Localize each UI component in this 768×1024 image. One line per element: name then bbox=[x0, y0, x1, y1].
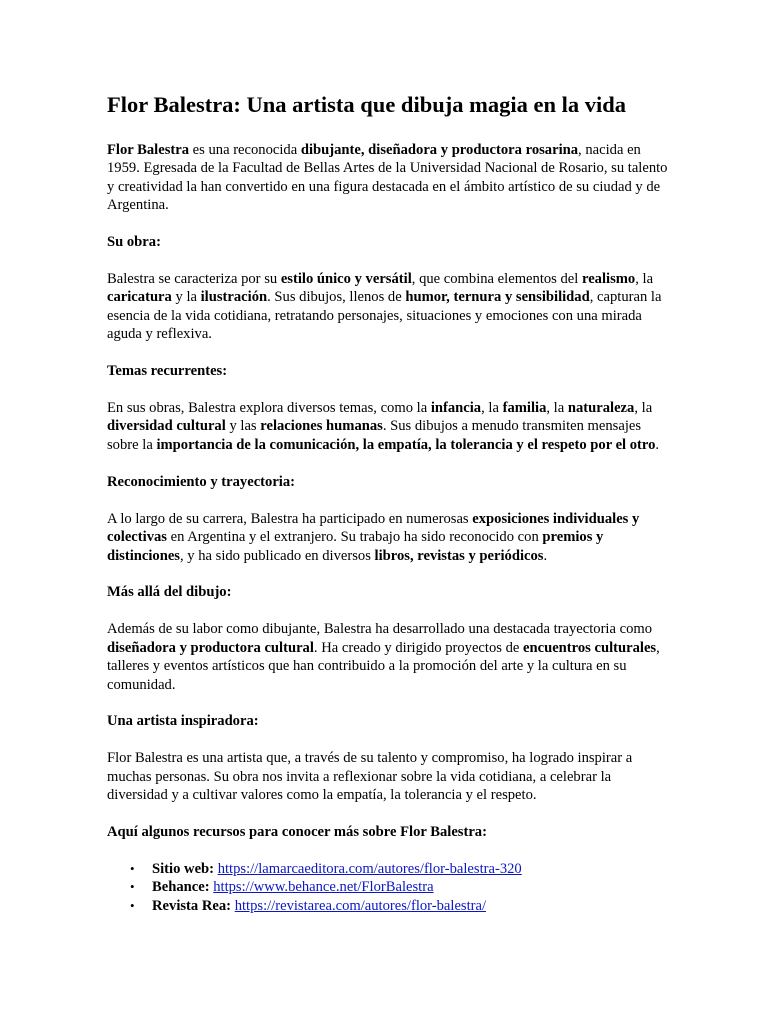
resource-link-behance[interactable]: https://www.behance.net/FlorBalestra bbox=[213, 879, 434, 896]
bullet-icon: • bbox=[130, 860, 135, 876]
obra-paragraph: Balestra se caracteriza por su estilo único y versátil, que combina elementos del realismo, la caricatura y la ilustración. Sus dibujos, llenos de humor, ternura y sensibilidad, capturan la esencia de la vida cotidiana, retratando personajes, situaciones y emociones con una mirada aguda y reflexiva. bbox=[107, 271, 662, 343]
inspiradora-paragraph: Flor Balestra es una artista que, a través de su talento y compromiso, ha logrado inspirar a muchas personas. Su obra nos invita a reflexionar sobre la vida cotidiana, a celebrar la diversidad y a cultivar valores como la empatía, la tolerancia y el respeto. bbox=[107, 750, 633, 804]
mas-alla-paragraph: Además de su labor como dibujante, Balestra ha desarrollado una destacada trayectoria como diseñadora y productora cultural. Ha creado y dirigido proyectos de encuentros culturales, talleres y eventos artísticos que han contribuido a la promoción del arte y la cultura en su comunidad. bbox=[107, 621, 660, 693]
list-item bbox=[130, 860, 668, 878]
reconocimiento-paragraph: A lo largo de su carrera, Balestra ha participado en numerosas exposiciones individuales y colectivas en Argentina y el extranjero. Su trabajo ha sido reconocido con premios y distinciones, y ha sido publicado en diversos libros, revistas y periódicos. bbox=[107, 510, 640, 564]
page-title: Flor Balestra: Una artista que dibuja magia en la vida bbox=[107, 92, 626, 117]
resource-label: Revista Rea: bbox=[152, 897, 232, 914]
intro-paragraph: Flor Balestra es una reconocida dibujante, diseñadora y productora rosarina, nacida en 1959. Egresada de la Facultad de Bellas Artes de la Universidad Nacional de Rosario, su talento y creatividad la han convertido en una figura destacada en el ámbito artístico de su ciudad y de Argentina. bbox=[107, 142, 668, 214]
resource-label: Behance: bbox=[152, 879, 210, 896]
list-item bbox=[130, 897, 668, 915]
resources-list bbox=[107, 860, 668, 915]
section-heading-recursos: Aquí algunos recursos para conocer más sobre Flor Balestra: bbox=[107, 824, 487, 841]
resource-label: Sitio web: bbox=[152, 860, 215, 877]
bullet-icon: • bbox=[130, 879, 135, 895]
list-item bbox=[130, 878, 668, 896]
bullet-icon: • bbox=[130, 897, 135, 913]
resource-link-revista-rea[interactable]: https://revistarea.com/autores/flor-balestra/ bbox=[234, 897, 487, 914]
section-heading-mas-alla: Más allá del dibujo: bbox=[107, 584, 232, 601]
temas-paragraph: En sus obras, Balestra explora diversos temas, como la infancia, la familia, la naturaleza, la diversidad cultural y las relaciones humanas. Sus dibujos a menudo transmiten mensajes sobre la importancia de la comunicación, la empatía, la tolerancia y el respeto por el otro. bbox=[107, 400, 660, 453]
artist-name: Flor Balestra bbox=[107, 142, 190, 158]
section-heading-inspiradora: Una artista inspiradora: bbox=[107, 713, 259, 730]
section-heading-obra: Su obra: bbox=[107, 234, 161, 251]
resource-link-sitio-web[interactable]: https://lamarcaeditora.com/autores/flor-balestra-320 bbox=[217, 860, 522, 877]
section-heading-reconocimiento: Reconocimiento y trayectoria: bbox=[107, 473, 296, 490]
section-heading-temas: Temas recurrentes: bbox=[107, 363, 228, 380]
